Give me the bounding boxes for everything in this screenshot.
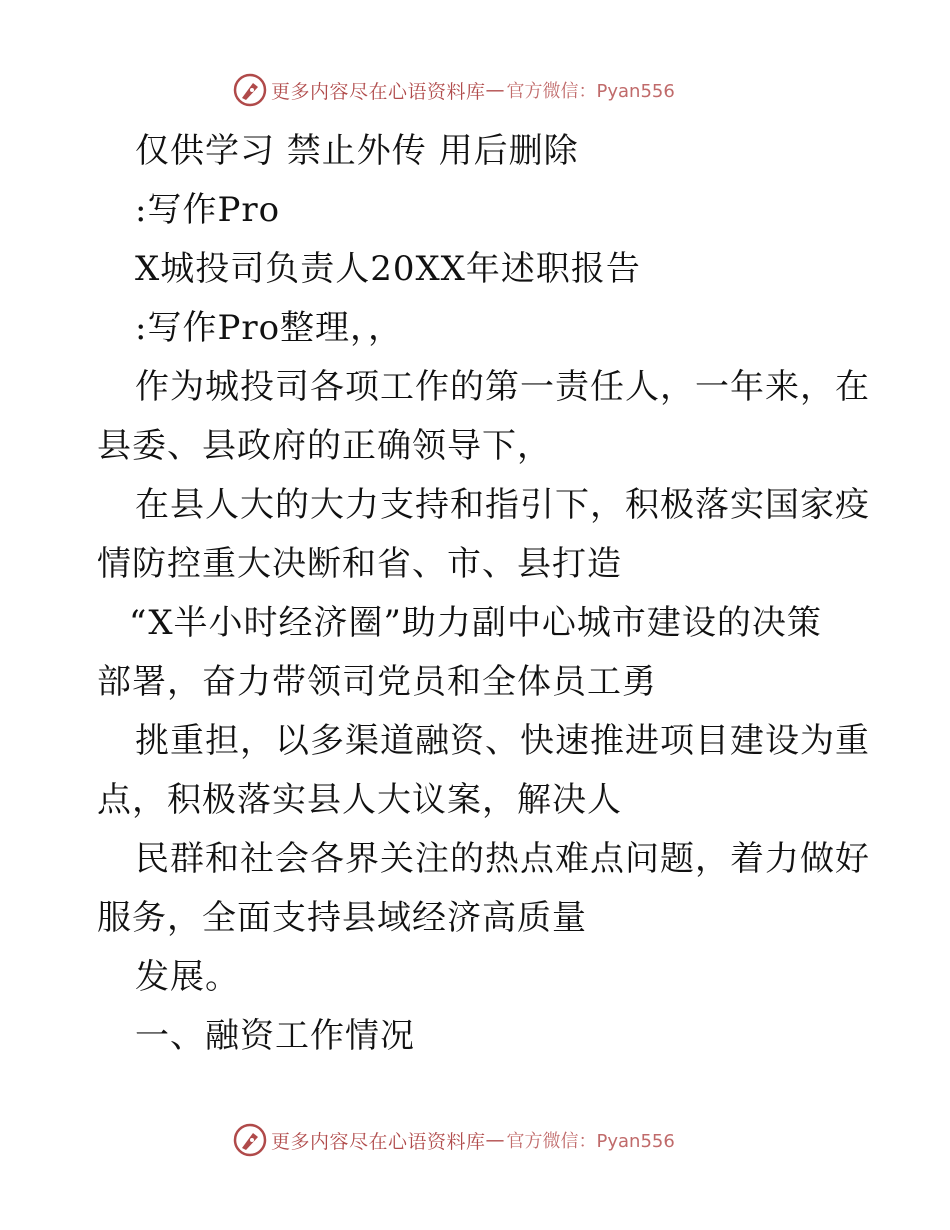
document-line: “X半小时经济圈”助力副中心城市建设的决策	[129, 603, 822, 643]
document-line: 民群和社会各界关注的热点难点问题，着力做好	[135, 839, 870, 879]
document-line: 部署，奋力带领司党员和全体员工勇	[97, 662, 657, 702]
section-heading: 一、融资工作情况	[135, 1016, 415, 1056]
document-line: 点，积极落实县人大议案，解决人	[97, 780, 622, 820]
watermark-dash: —	[485, 1129, 505, 1151]
document-line: 情防控重大决断和省、市、县打造	[97, 544, 622, 584]
document-title: X城投司负责人20XX年述职报告	[135, 249, 641, 289]
document-line: 发展。	[135, 957, 240, 997]
document-line: 服务，全面支持县域经济高质量	[97, 898, 587, 938]
document-body	[97, 122, 870, 1066]
watermark-wechat-text: 官方微信：Pyan556	[506, 1131, 675, 1152]
pen-nib-logo-icon	[233, 1123, 267, 1157]
document-line: :写作Pro整理，，	[135, 308, 404, 348]
pen-nib-logo-icon	[233, 73, 267, 107]
header-watermark	[233, 72, 675, 108]
document-line: 在县人大的大力支持和指引下，积极落实国家疫	[135, 485, 870, 525]
watermark-wechat-text: 官方微信：Pyan556	[506, 81, 675, 102]
document-line: 县委、县政府的正确领导下，	[97, 426, 552, 466]
document-line: :写作Pro	[135, 190, 281, 230]
document-line: 仅供学习 禁止外传 用后删除	[135, 131, 579, 171]
document-line: 挑重担，以多渠道融资、快速推进项目建设为重	[135, 721, 870, 761]
watermark-main-text: 更多内容尽在心语资料库	[271, 80, 486, 103]
document-line: 作为城投司各项工作的第一责任人，一年来，在	[135, 367, 870, 407]
watermark-main-text: 更多内容尽在心语资料库	[271, 1130, 486, 1153]
footer-watermark	[233, 1122, 675, 1158]
watermark-dash: —	[485, 79, 505, 101]
